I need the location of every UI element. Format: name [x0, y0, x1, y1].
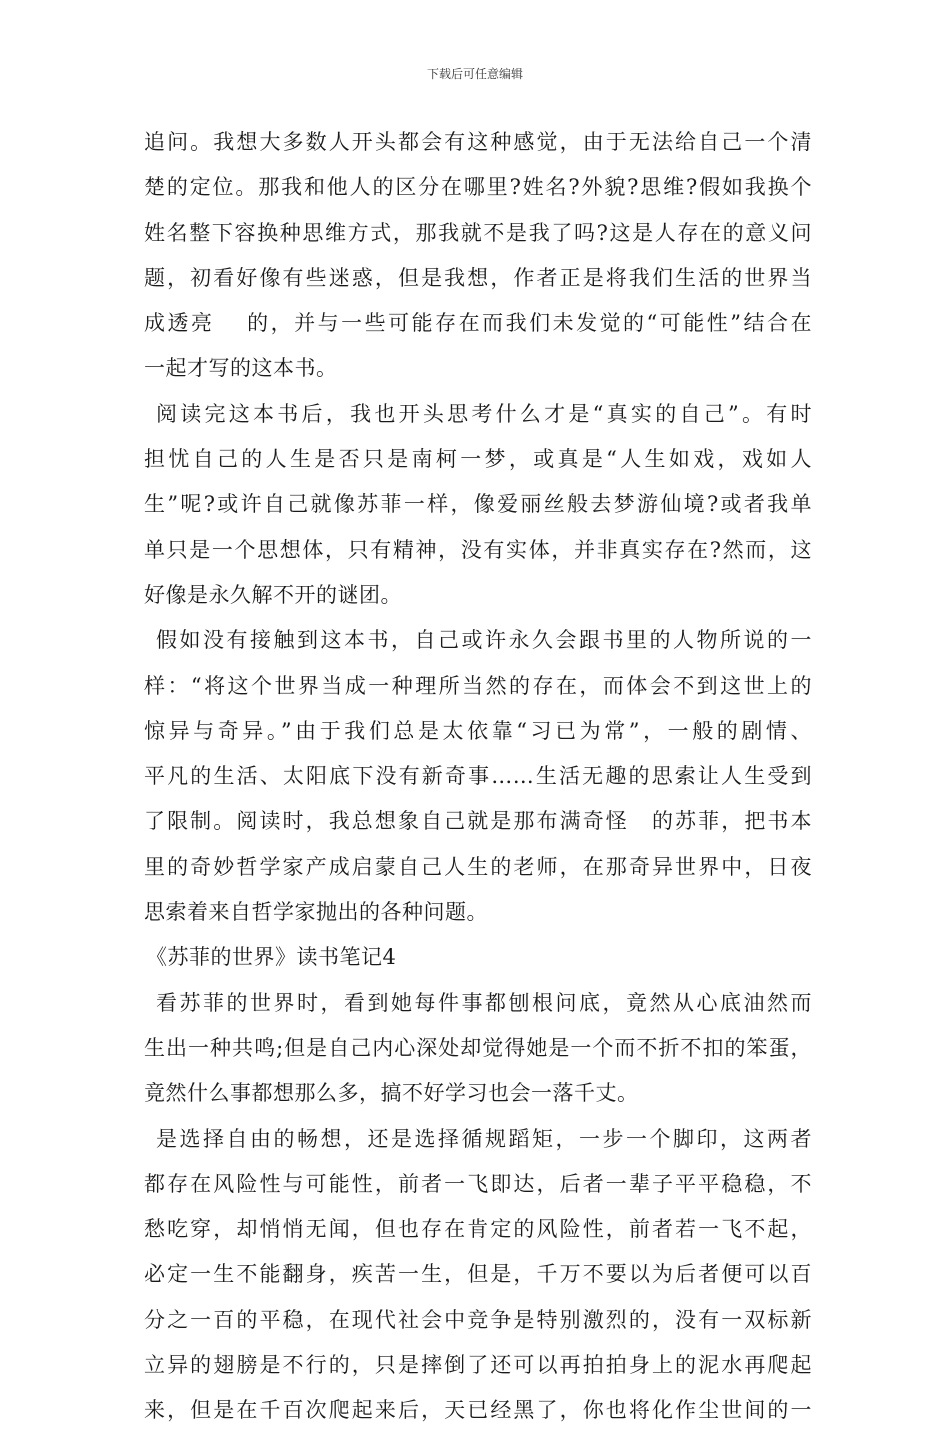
text-line: 楚的定位。那我和他人的区分在哪里?姓名?外貌?思维?假如我换个 — [144, 175, 812, 200]
text-line: 惊异与奇异。”由于我们总是太依靠“习已为常”，一般的剧情、 — [144, 718, 812, 743]
text-line: 是选择自由的畅想，还是选择循规蹈矩，一步一个脚印，这两者 — [156, 1126, 812, 1151]
text-line: 姓名整下容换种思维方式，那我就不是我了吗?这是人存在的意义问 — [144, 220, 812, 245]
text-line: 竟然什么事都想那么多，搞不好学习也会一落千丈。 — [144, 1081, 639, 1106]
text-line: 成透亮 的，并与一些可能存在而我们未发觉的“可能性”结合在 — [144, 311, 812, 336]
text-line: 愁吃穿，却悄悄无闻，但也存在肯定的风险性，前者若一飞不起， — [144, 1217, 812, 1242]
text-line: 思索着来自哲学家抛出的各种问题。 — [144, 900, 488, 925]
text-line: 假如没有接触到这本书，自己或许永久会跟书里的人物所说的一 — [156, 628, 812, 653]
page-header-note: 下载后可任意编辑 — [426, 67, 523, 81]
text-line: 追问。我想大多数人开头都会有这种感觉，由于无法给自己一个清 — [144, 130, 812, 154]
text-line: 生”呢?或许自己就像苏菲一样，像爱丽丝般去梦游仙境?或者我单 — [144, 492, 812, 517]
text-line: 生出一种共鸣;但是自己内心深处却觉得她是一个而不折不扣的笨蛋， — [144, 1035, 812, 1060]
text-line: 单只是一个思想体，只有精神，没有实体，并非真实存在?然而，这 — [144, 537, 812, 562]
text-line: 一起才写的这本书。 — [144, 356, 338, 381]
text-line: 了限制。阅读时，我总想象自己就是那布满奇怪 的苏菲，把书本 — [144, 809, 812, 834]
text-line: 好像是永久解不开的谜团。 — [144, 582, 402, 607]
text-line: 来，但是在千百次爬起来后，天已经黑了，你也将化作尘世间的一 — [144, 1398, 812, 1423]
section-heading: 《苏菲的世界》读书笔记4 — [146, 945, 397, 970]
text-line: 阅读完这本书后，我也开头思考什么才是“真实的自己”。有时 — [156, 401, 812, 426]
text-line: 看苏菲的世界时，看到她每件事都刨根问底，竟然从心底油然而 — [156, 990, 812, 1015]
document-body — [144, 120, 812, 1434]
text-line: 平凡的生活、太阳底下没有新奇事……生活无趣的思索让人生受到 — [144, 764, 812, 789]
text-line: 必定一生不能翻身，疾苦一生，但是，千万不要以为后者便可以百 — [144, 1262, 812, 1287]
text-line: 都存在风险性与可能性，前者一飞即达，后者一辈子平平稳稳，不 — [144, 1171, 812, 1196]
text-line: 担忧自己的人生是否只是南柯一梦，或真是“人生如戏，戏如人 — [144, 447, 812, 472]
text-line: 样：“将这个世界当成一种理所当然的存在，而体会不到这世上的 — [144, 673, 812, 698]
text-line: 题，初看好像有些迷惑，但是我想，作者正是将我们生活的世界当 — [144, 265, 812, 290]
text-line: 立异的翅膀是不行的，只是摔倒了还可以再拍拍身上的泥水再爬起 — [144, 1353, 812, 1378]
text-line: 里的奇妙哲学家产成启蒙自己人生的老师，在那奇异世界中，日夜 — [144, 854, 812, 879]
text-line: 分之一百的平稳，在现代社会中竞争是特别激烈的，没有一双标新 — [144, 1307, 812, 1332]
